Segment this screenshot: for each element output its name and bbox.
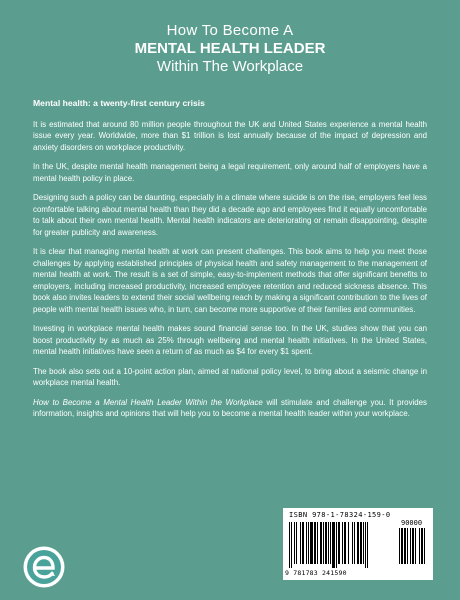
title-line-3: Within The Workplace xyxy=(156,58,304,75)
paragraph-2: In the UK, despite mental health management being a legal requirement, only around half of employers have a mental health policy in place. xyxy=(33,162,427,183)
paragraph-1: It is estimated that around 80 million people throughout the UK and United States experience a mental health issue every year. Worldwide, more than $1 trillion is lost annually because of the impact of depression and anxiety disorders on workplace productivity. xyxy=(33,119,427,152)
book-title xyxy=(0,22,460,76)
paragraph-3: Designing such a policy can be daunting, especially in a climate where suicide is on the rise, employers feel less comfortable talking about mental health than they did a decade ago and employees find it equally uncomfortable to talk about their own mental health. Mental health indicators are deteriorating or remain disappointing, despite for greater publicity and awareness. xyxy=(33,193,427,237)
title-line-1: How To Become A xyxy=(166,22,294,39)
paragraph-4: It is clear that managing mental health at work can present challenges. This book aims to help you meet those challenges by applying established principles of physical health and safety management to the management of mental health at work. The result is a set of simple, easy-to-implement methods that offer significant benefits to employers, including increased productivity, increased employee retention and reduced sickness absence. This book also invites leaders to extend their social wellbeing reach by making a significant contribution to the lives of people with mental health issues who, in turn, can become more supportive of their families and communities. xyxy=(33,247,427,314)
addon-barcode-bars xyxy=(399,528,429,566)
price-code: 90000 xyxy=(401,519,423,527)
barcode-digits: 9 781783 241590 xyxy=(285,569,347,577)
title-line-2: MENTAL HEALTH LEADER xyxy=(134,40,326,57)
isbn-barcode xyxy=(283,508,433,580)
closing-text: will stimulate and challenge you. It provides information, insights and opinions that will help you to become a mental health leader within your workplace. xyxy=(33,397,427,418)
closing-book-title: How to Become a Mental Health Leader Within the Workplace xyxy=(33,397,263,407)
blurb xyxy=(33,98,427,428)
section-heading: Mental health: a twenty-first century crisis xyxy=(33,98,205,108)
closing-paragraph xyxy=(33,397,427,420)
paragraph-5: Investing in workplace mental health makes sound financial sense too. In the UK, studies show that you can boost productivity by as much as 25% through wellbeing and mental health initiatives. In the United States, mental health initiatives have seen a return of as much as $4 for every $1 spent. xyxy=(33,324,427,356)
paragraph-6: The book also sets out a 10-point action plan, aimed at national policy level, to bring about a seismic change in workplace mental health. xyxy=(33,366,427,387)
isbn-label: ISBN 978-1-78324-159-0 xyxy=(289,511,391,519)
barcode-bars xyxy=(289,522,395,568)
publisher-logo-icon xyxy=(22,545,66,589)
